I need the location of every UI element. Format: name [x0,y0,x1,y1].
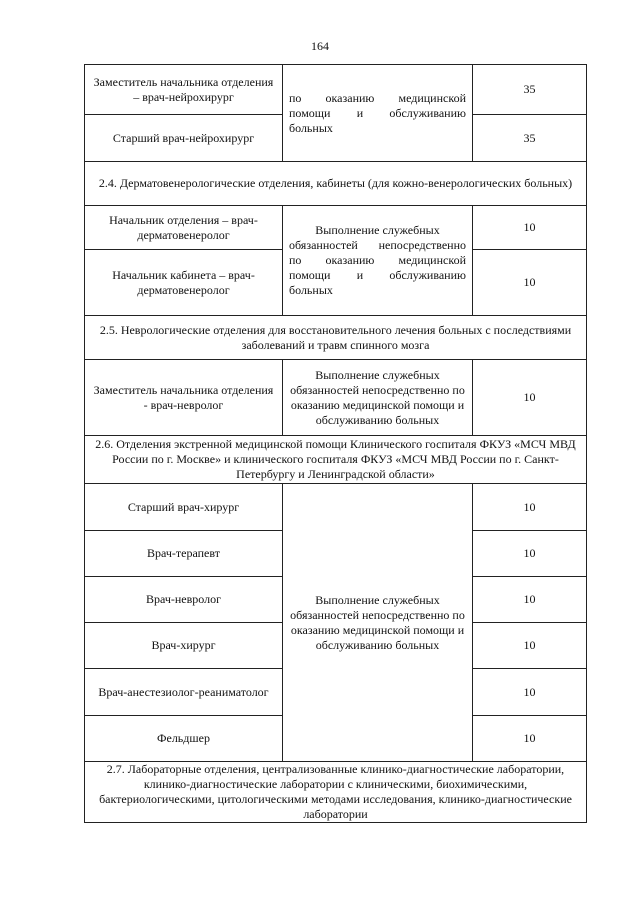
section-heading: 2.5. Неврологические отделения для восстановительного лечения больных с последствиями заболеваний и травм спинного мозга [85,316,587,360]
value-cell: 10 [473,250,587,316]
position-cell: Старший врач-хирург [85,484,283,531]
position-cell: Заместитель начальника отделения - врач-невролог [85,360,283,436]
table-row [85,65,587,115]
duty-line: помощи и обслуживанию [289,105,466,120]
position-cell: Начальник отделения – врач-дерматовенеролог [85,206,283,250]
duty-line: Выполнение служебных [315,223,440,237]
duty-line: больных [289,283,333,297]
section-row [85,436,587,484]
duty-line: помощи и обслуживанию [289,268,466,282]
duty-line: больных [289,120,333,135]
position-cell: Заместитель начальника отделения – врач-нейрохирург [85,65,283,115]
value-cell: 10 [473,577,587,623]
value-cell: 10 [473,360,587,436]
section-row [85,162,587,206]
duty-cell [283,206,473,316]
section-row [85,762,587,823]
duty-line: по оказанию медицинской [289,90,466,105]
table-row [85,206,587,250]
section-heading: 2.7. Лабораторные отделения, централизованные клинико-диагностические лаборатории, клинико-диагностические лаборатории с клиническими, биохимическими, бактериологическими, цитологическими методами исследования, клинико-диагностические лаборатории [85,762,587,823]
table-row [85,360,587,436]
position-cell: Старший врач-нейрохирург [85,115,283,162]
value-cell: 10 [473,531,587,577]
duty-cell [283,65,473,162]
value-cell: 10 [473,484,587,531]
section-row [85,316,587,360]
value-cell: 10 [473,623,587,669]
position-cell: Начальник кабинета – врач-дерматовенеролог [85,250,283,316]
section-heading: 2.6. Отделения экстренной медицинской помощи Клинического госпиталя ФКУЗ «МСЧ МВД России по г. Москве» и клинического госпиталя ФКУЗ «МСЧ МВД России по г. Санкт-Петербургу и Ленинградской области» [85,436,587,484]
duty-cell: Выполнение служебных обязанностей непосредственно по оказанию медицинской помощи и обслуживанию больных [283,360,473,436]
duty-line: обязанностей непосредственно [289,238,466,252]
section-heading: 2.4. Дерматовенерологические отделения, кабинеты (для кожно-венерологических больных) [85,162,587,206]
value-cell: 10 [473,669,587,716]
value-cell: 10 [473,716,587,762]
value-cell: 10 [473,206,587,250]
page-number: 164 [311,39,329,53]
position-cell: Врач-хирург [85,623,283,669]
value-cell: 35 [473,115,587,162]
duty-line: по оказанию медицинской [289,253,466,267]
position-cell: Врач-невролог [85,577,283,623]
duty-cell: Выполнение служебных обязанностей непосредственно по оказанию медицинской помощи и обслуживанию больных [283,484,473,762]
position-cell: Врач-терапевт [85,531,283,577]
value-cell: 35 [473,65,587,115]
position-cell: Врач-анестезиолог-реаниматолог [85,669,283,716]
position-cell: Фельдшер [85,716,283,762]
allowance-table [84,64,587,823]
table-row [85,484,587,531]
